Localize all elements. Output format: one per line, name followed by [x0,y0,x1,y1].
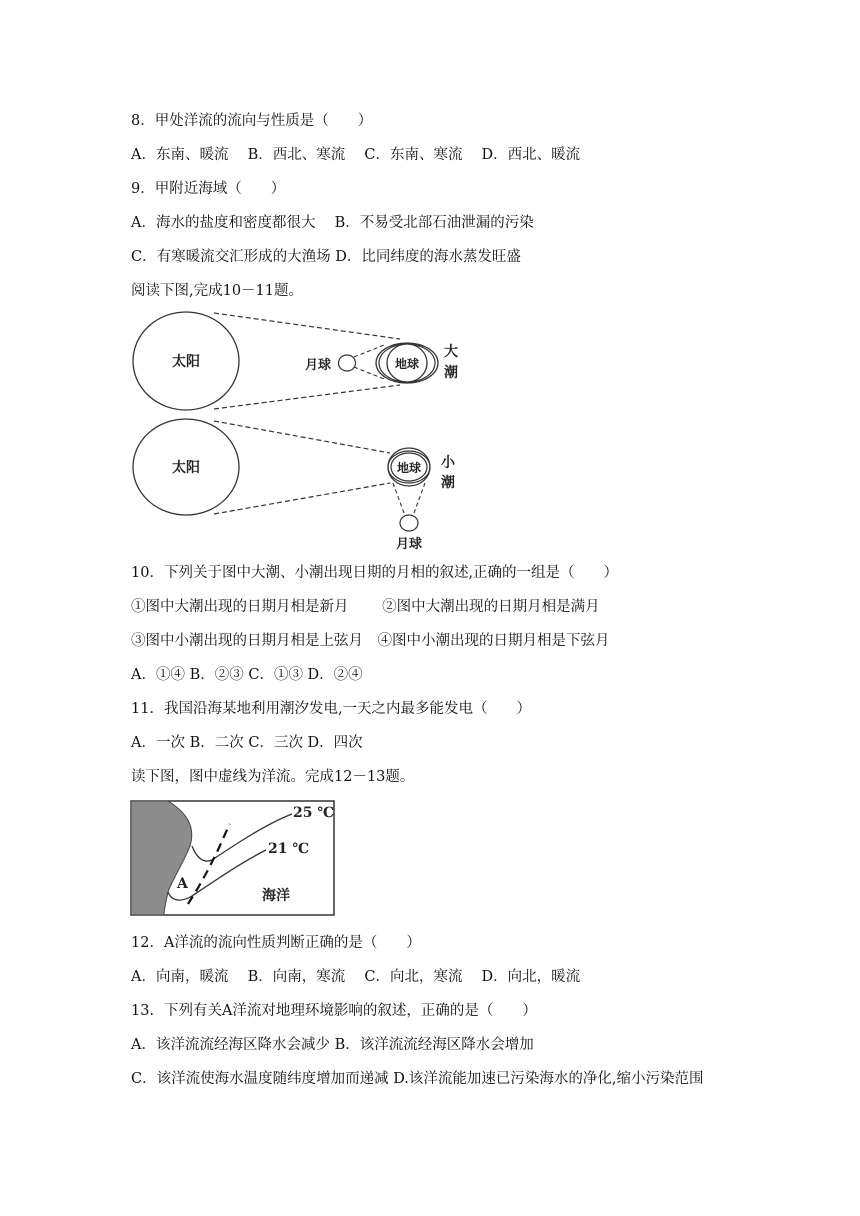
moon-label-top: 月球 [304,358,332,373]
earth-label-top: 地球 [394,357,420,371]
q9-options-cd: C．有寒暖流交汇形成的大渔场 D．比同纬度的海水蒸发旺盛 [131,249,521,265]
q13-options-ab: A．该洋流流经海区降水会减少 B．该洋流流经海区降水会增加 [131,1037,534,1053]
q12-stem: 12．A洋流的流向性质判断正确的是（ ） [131,935,421,951]
sun-label-top: 太阳 [172,354,200,370]
isotherm-25-label: 25 ℃ [293,805,335,821]
ocean-label: 海洋 [262,888,290,904]
q10-stem: 10．下列关于图中大潮、小潮出现日期的月相的叙述,正确的一组是（ ） [131,565,619,581]
spring-tide-char-1: 大 [444,344,458,360]
q12-options: A．向南，暖流 B．向南，寒流 C．向北，寒流 D．向北，暖流 [131,969,581,985]
sun-label-bottom: 太阳 [172,460,200,476]
earth-label-bottom: 地球 [396,461,422,475]
neap-tide-char-2: 潮 [441,475,455,491]
intro-12-13: 读下图，图中虚线为洋流。完成12－13题。 [131,769,415,785]
q10-statements-12: ①图中大潮出现的日期月相是新月 ②图中大潮出现的日期月相是满月 [131,599,600,615]
q10-options: A．①④ B．②③ C．①③ D．②④ [131,667,363,683]
moon-circle-bottom [400,515,418,531]
q9-stem: 9．甲附近海域（ ） [131,181,286,197]
q9-options-ab: A．海水的盐度和密度都很大 B．不易受北部石油泄漏的污染 [131,215,534,231]
tide-diagram [128,305,468,553]
q13-stem: 13．下列有关A洋流对地理环境影响的叙述，正确的是（ ） [131,1003,537,1019]
q10-statements-34: ③图中小潮出现的日期月相是上弦月 ④图中小潮出现的日期月相是下弦月 [131,633,610,649]
intro-10-11: 阅读下图,完成10－11题。 [131,283,304,299]
current-a-label: A [177,876,188,892]
moon-label-bottom: 月球 [395,537,423,552]
spring-tide-char-2: 潮 [444,365,458,381]
q11-stem: 11．我国沿海某地利用潮汐发电,一天之内最多能发电（ ） [131,701,532,717]
moon-circle-top [339,355,356,371]
q8-options: A．东南、暖流 B．西北、寒流 C．东南、寒流 D．西北、暖流 [131,147,581,163]
ocean-current-map [130,800,336,917]
q8-stem: 8．甲处洋流的流向与性质是（ ） [131,113,373,129]
neap-tide-char-1: 小 [441,455,455,471]
isotherm-21-label: 21 ℃ [268,841,310,857]
q11-options: A．一次 B．二次 C．三次 D．四次 [131,735,363,751]
q13-options-cd: C．该洋流使海水温度随纬度增加而递减 D.该洋流能加速已污染海水的净化,缩小污染范围 [131,1071,704,1087]
